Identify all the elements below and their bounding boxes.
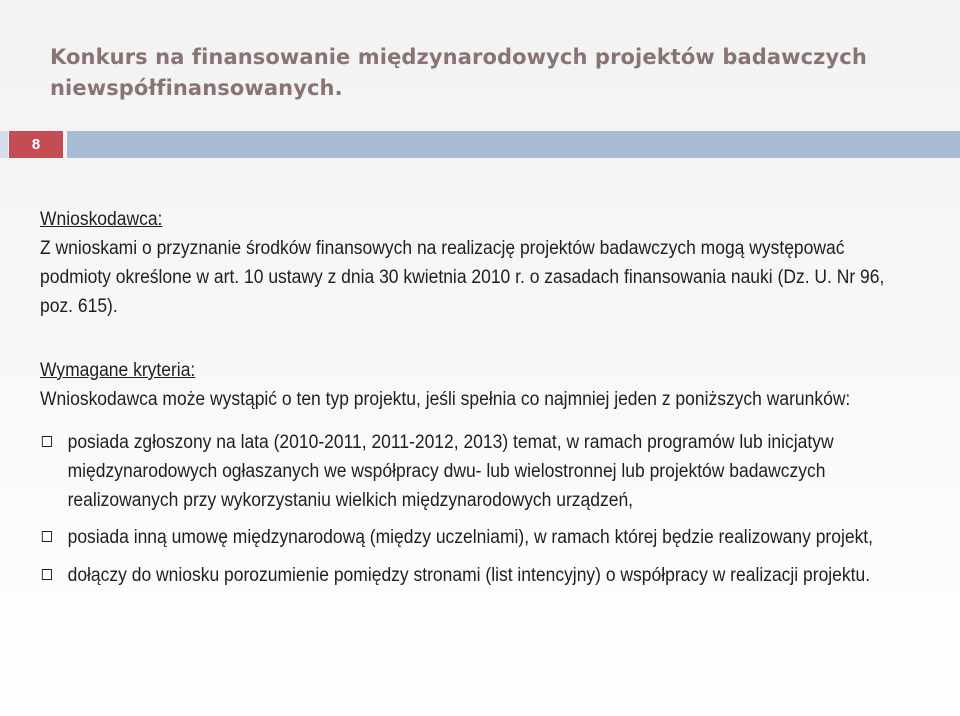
list-item [40,561,920,590]
checkbox-bullet-icon [42,569,52,580]
applicant-text: Z wnioskami o przyznanie środków finansowych na realizację projektów badawczych mogą występować podmioty określone w art. 10 ustawy z dnia 30 kwietnia 2010 r. o zasadach finansowania nauki (Dz. U. Nr 96, poz. 615). [40,238,885,317]
list-item [40,428,920,515]
checkbox-bullet-icon [42,436,52,447]
slide-content [40,205,885,598]
slide-number-badge: 8 [9,131,63,158]
slide-title: Konkurs na finansowanie międzynarodowych projektów badawczych niewspółfinansowanych. [50,45,867,100]
section-criteria [40,356,920,414]
header-bar-left [0,131,8,158]
list-item [40,523,920,552]
section-heading-criteria: Wymagane kryteria: [40,360,196,381]
section-applicant [40,205,920,321]
section-heading-applicant: Wnioskodawca: [40,209,163,230]
criteria-list [40,428,920,590]
checkbox-bullet-icon [42,531,52,542]
criteria-text: Wnioskodawca może wystąpić o ten typ projektu, jeśli spełnia co najmniej jeden z poniższych warunków: [40,389,851,410]
list-item-text: posiada inną umowę międzynarodową (między uczelniami), w ramach której będzie realizowany projekt, [67,527,874,548]
list-item-text: dołączy do wniosku porozumienie pomiędzy stronami (list intencyjny) o współpracy w realizacji projektu. [67,565,871,586]
list-item-text: posiada zgłoszony na lata (2010-2011, 2011-2012, 2013) temat, w ramach programów lub inicjatyw międzynarodowych ogłaszanych we współpracy dwu- lub wielostronnej lub projektów badawczych realizowanych przy wykorzystaniu wielkich międzynarodowych urządzeń, [67,432,834,511]
header-bar [67,131,960,158]
